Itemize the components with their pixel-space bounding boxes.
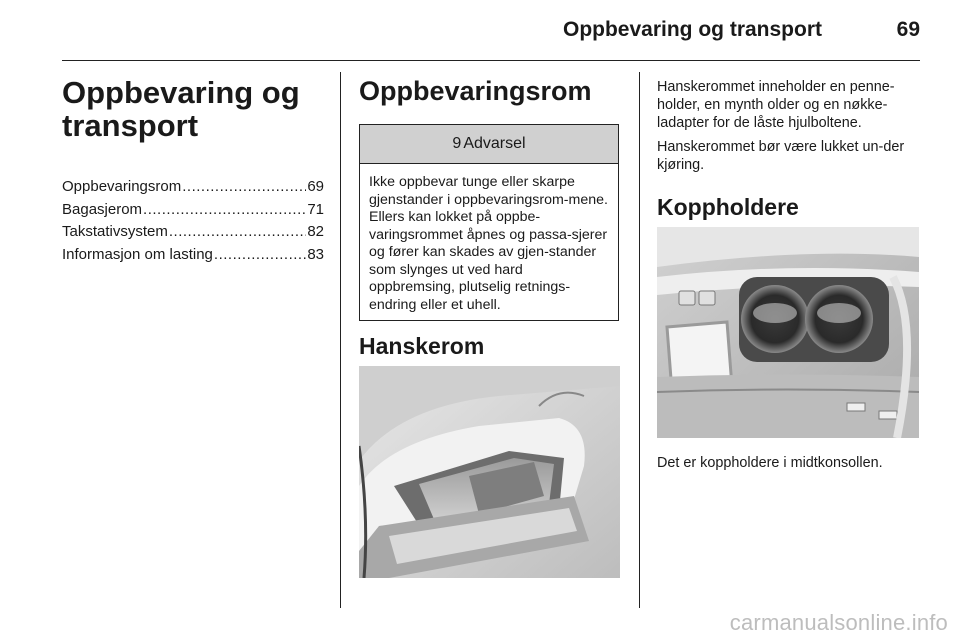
glovebox-description: Hanskerommet inneholder en penne-holder, en mynth older og en nøkke-ladapter for de låste hjulboltene. [657, 79, 895, 131]
toc-leader [182, 178, 306, 195]
glovebox-photo [359, 366, 620, 578]
toc-entry-label: Bagasjerom [62, 200, 143, 218]
column-divider-right [639, 72, 640, 608]
cupholders-photo [657, 227, 919, 438]
warning-text: Ikke oppbevar tunge eller skarpe gjenstander i oppbevaringsrom-mene. Ellers kan lokket på oppbe-varingsrommet åpnes og passa-sjerer og fører kan skades av gjen-stander som slynges ut ved hard oppbremsing, plutselig retnings-endring eller et uhell. [369, 174, 608, 313]
toc-entry[interactable] [62, 178, 324, 201]
toc-leader [214, 246, 306, 263]
toc-entry-label: Takstativsystem [62, 223, 168, 240]
cupholders-illustration [657, 227, 919, 438]
glovebox-driving-note: Hanskerommet bør være lukket un-der kjøring. [657, 139, 905, 173]
header-divider [62, 60, 920, 61]
toc-entry-page: 83 [307, 245, 324, 263]
toc-entry[interactable] [62, 201, 324, 224]
warning-header [360, 125, 618, 164]
toc-entry[interactable] [62, 246, 324, 269]
watermark: carmanualsonline.info [729, 610, 948, 635]
toc-entry-page: 82 [307, 223, 324, 240]
toc-entry[interactable] [62, 223, 324, 246]
toc-entry-page: 69 [307, 178, 324, 195]
toc-leader [143, 201, 306, 218]
warning-heading: Advarsel [463, 135, 526, 152]
header-title: Oppbevaring og transport [562, 18, 822, 41]
table-of-contents [62, 178, 324, 268]
toc-leader [169, 223, 306, 240]
cupholders-description: Det er koppholdere i midtkonsollen. [657, 455, 883, 471]
glovebox-illustration [359, 366, 620, 578]
warning-icon: 9 [452, 135, 462, 152]
glovebox-heading: Hanskerom [359, 333, 485, 359]
page-number: 69 [896, 18, 920, 41]
chapter-title: Oppbevaring og transport [62, 75, 300, 143]
toc-entry-label: Oppbevaringsrom [62, 178, 182, 195]
toc-entry-label: Informasjon om lasting [62, 245, 213, 263]
column-divider-left [340, 72, 341, 608]
section-title: Oppbevaringsrom [359, 76, 592, 106]
toc-entry-page: 71 [307, 200, 324, 218]
cupholders-heading: Koppholdere [657, 194, 799, 220]
warning-box [359, 124, 619, 321]
